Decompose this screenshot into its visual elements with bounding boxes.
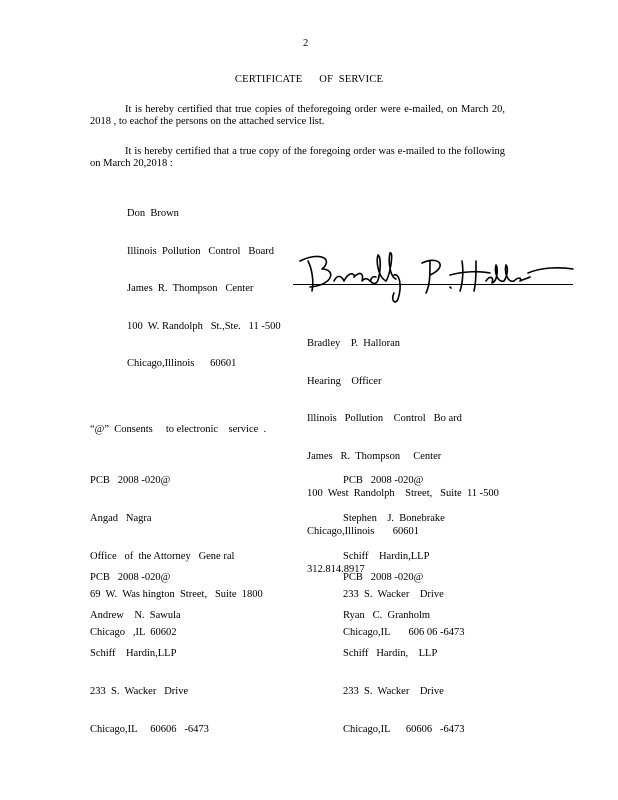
signer-line: Chicago,Illinois 60601 <box>307 525 419 537</box>
service-line: Andrew N. Sawula <box>90 610 181 621</box>
service-line: PCB 2008 -020@ <box>343 572 424 583</box>
recipient-line: 100 W. Randolph St.,Ste. 11 -500 <box>127 320 281 332</box>
service-line: 233 S. Wacker Drive <box>90 686 189 697</box>
signer-line: Illinois Pollution Control Bo ard <box>307 413 462 425</box>
page-number: 2 <box>303 38 309 49</box>
recipient-line: Chicago,Illinois 60601 <box>127 358 237 370</box>
signer-line: Bradley P. Halloran <box>307 338 401 349</box>
service-line: Chicago,IL 60606 -6473 <box>90 724 209 735</box>
service-line: PCB 2008 -020@ <box>343 475 424 486</box>
service-line: 233 S. Wacker Drive <box>343 686 444 697</box>
service-line: 69 W. Was hington Street, Suite 1800 <box>90 589 263 600</box>
handwritten-signature <box>290 247 575 307</box>
service-line: Stephen J. Bonebrake <box>343 513 445 524</box>
paragraph-email-copies: It is hereby certified that true copies of theforegoing order were e-mailed, on March 20, 2018 , to eachof the persons on the attached service list. <box>90 104 505 127</box>
recipient-address <box>127 183 281 383</box>
service-line: Chicago,IL 606 06 -6473 <box>343 627 465 638</box>
service-line: 233 S. Wacker Drive <box>343 589 444 600</box>
service-line: Ryan C. Granholm <box>343 610 431 621</box>
signer-line: Hearing Officer <box>307 375 382 387</box>
signer-line: James R. Thompson Center <box>307 450 442 462</box>
service-line: Schiff Hardin, LLP <box>343 648 438 659</box>
service-list-entry <box>343 547 465 749</box>
service-line: PCB 2008 -020@ <box>90 572 171 583</box>
recipient-line: Don Brown <box>127 208 179 219</box>
document-title: CERTIFICATE OF SERVICE <box>234 74 384 85</box>
signer-line: 312.814.8917 <box>307 563 365 575</box>
service-line: Chicago,IL 60606 -6473 <box>343 724 465 735</box>
service-line: Angad Nagra <box>90 513 152 524</box>
service-line: Schiff Hardin,LLP <box>90 648 177 659</box>
consent-note: “@” Consents to electronic service . <box>90 424 267 435</box>
service-line: Office of the Attorney Gene ral <box>90 551 235 562</box>
recipient-line: Illinois Pollution Control Board <box>127 245 275 257</box>
recipient-line: James R. Thompson Center <box>127 283 254 295</box>
signer-line: 100 West Randolph Street, Suite 11 -500 <box>307 488 499 500</box>
service-line: PCB 2008 -020@ <box>90 475 171 486</box>
service-list-entry <box>90 547 209 749</box>
service-line: Chicago ,IL 60602 <box>90 627 177 638</box>
service-line: Schiff Hardin,LLP <box>343 551 430 562</box>
paragraph-email-following: It is hereby certified that a true copy of the foregoing order was e-mailed to the following on March 20,2018 : <box>90 146 505 169</box>
signature-line <box>293 284 573 285</box>
